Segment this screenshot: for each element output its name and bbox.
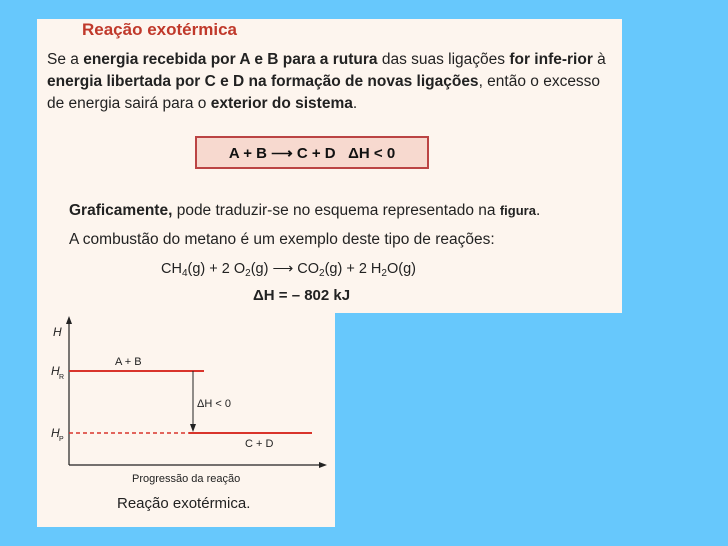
equation-box: A + B ⟶ C + D ΔH < 0 <box>195 136 429 169</box>
text-span: O(g) <box>386 261 416 277</box>
text-span: CH <box>161 261 182 277</box>
hr-subscript: R <box>59 374 65 381</box>
text-span: . <box>535 202 541 219</box>
text-span: (g) ⟶ CO <box>250 261 320 277</box>
x-axis-arrow <box>319 462 327 468</box>
subscript: 4 <box>181 268 188 279</box>
text-span: das suas ligações <box>377 51 510 68</box>
subscript: 2 <box>381 268 387 279</box>
energy-diagram <box>37 313 335 493</box>
bold-span: for infe-rior <box>509 51 593 68</box>
text-span: (g) + 2 H <box>324 261 382 277</box>
text-span: pode traduzir-se no esquema representado na <box>172 202 500 219</box>
bold-span: Graficamente, <box>69 202 173 219</box>
hr-label: H <box>51 364 60 378</box>
diagram-panel <box>37 313 335 527</box>
text-span: , então o excesso de energia sairá para o <box>47 73 601 112</box>
x-axis-label: Progressão da reação <box>132 473 241 485</box>
explanation-paragraph <box>47 49 617 115</box>
hp-label: H <box>51 426 60 440</box>
subscript: 2 <box>319 268 325 279</box>
methane-reaction <box>161 261 416 279</box>
figure-caption: Reação exotérmica. <box>117 495 251 512</box>
y-axis-arrow <box>66 316 72 324</box>
text-span: (g) + 2 O <box>187 261 246 277</box>
bold-span: energia recebida por A e B para a rutura <box>83 51 378 68</box>
y-axis-label: H <box>53 325 62 339</box>
hp-subscript: P <box>59 436 64 443</box>
text-span: . <box>352 95 358 112</box>
combustion-line: A combustão do metano é um exemplo deste tipo de reações: <box>69 231 495 248</box>
products-label: C + D <box>245 438 274 450</box>
text-span: Se a <box>47 51 84 68</box>
text-span: à <box>592 51 606 68</box>
reactants-label: A + B <box>115 356 142 368</box>
bold-span: energia libertada por C e D na formação de novas ligações <box>47 73 479 90</box>
subscript: 2 <box>245 268 251 279</box>
delta-arrow-head <box>190 424 196 432</box>
bold-span: exterior do sistema <box>210 95 353 112</box>
graphically-line <box>69 202 540 220</box>
delta-h-label: ΔH < 0 <box>197 398 231 410</box>
enthalpy-value: ΔH = – 802 kJ <box>253 287 351 304</box>
figure-ref: figura <box>499 203 536 218</box>
text-panel <box>37 19 622 313</box>
section-heading: Reação exotérmica <box>82 20 237 39</box>
